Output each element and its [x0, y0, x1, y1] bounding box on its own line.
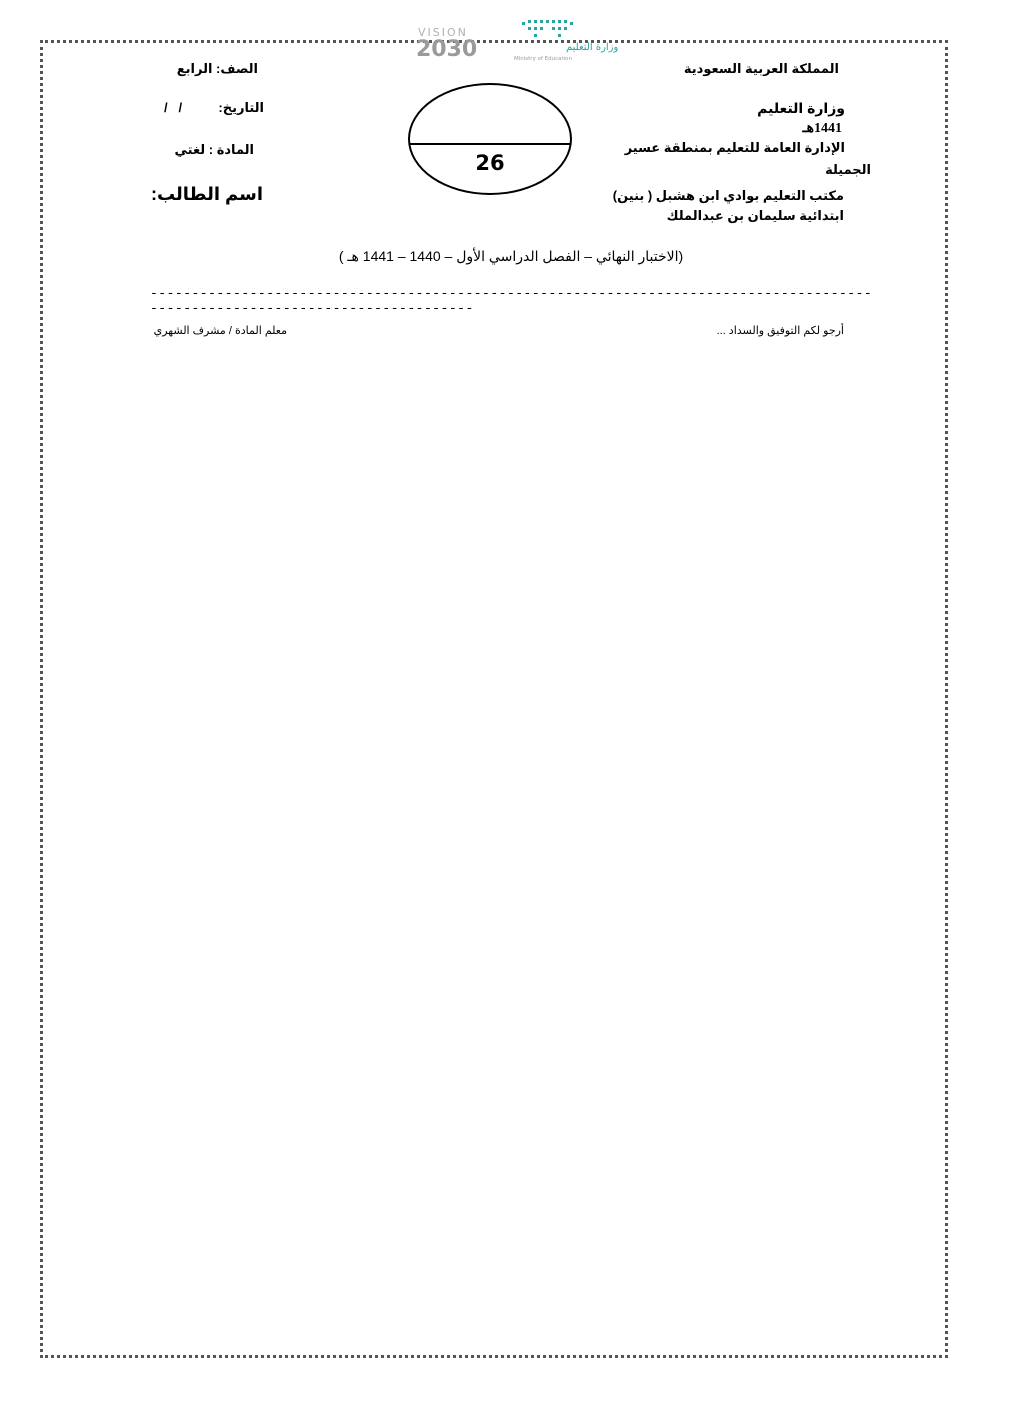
score-value: 26	[475, 151, 505, 175]
teacher-text: معلم المادة / مشرف الشهري	[153, 325, 287, 337]
ministry-of-education-logo-icon	[508, 16, 619, 62]
school-label: ابتدائية سليمان بن عبدالملك	[666, 208, 844, 223]
directorate-line2: الجميلة	[825, 162, 871, 177]
score-divider	[410, 143, 570, 145]
exam-title: (الاختبار النهائي – الفصل الدراسي الأول – 1440 – 1441 هـ )	[338, 248, 684, 264]
page-border	[40, 40, 948, 1358]
dashed-divider: ------------------------------------------------------------------------------------------------------------------------------	[150, 286, 873, 316]
vision-year: 2030	[416, 37, 478, 62]
year-label: 1441هـ	[802, 121, 842, 136]
ministry-logo-english: Ministry of Education	[514, 56, 573, 62]
date-slashes: / /	[164, 100, 183, 115]
student-name-label: اسم الطالب:	[150, 184, 263, 204]
wishes-text: أرجو لكم التوفيق والسداد ...	[716, 325, 844, 337]
score-oval	[408, 83, 572, 195]
ministry-label: وزارة التعليم	[757, 100, 845, 116]
header-logos	[412, 16, 619, 62]
grade-label: الصف: الرابع	[176, 61, 258, 76]
ministry-logo-arabic: وزارة التعليم	[566, 42, 619, 53]
date-label: التاريخ:	[218, 100, 264, 115]
vision-text: VISION	[418, 26, 468, 39]
subject-label: المادة : لغتي	[174, 142, 254, 157]
kingdom-label: المملكة العربية السعودية	[683, 61, 839, 76]
directorate-line1: الإدارة العامة للتعليم بمنطقة عسير	[624, 140, 845, 155]
office-label: مكتب التعليم بوادي ابن هشبل ( بنين)	[612, 188, 844, 203]
